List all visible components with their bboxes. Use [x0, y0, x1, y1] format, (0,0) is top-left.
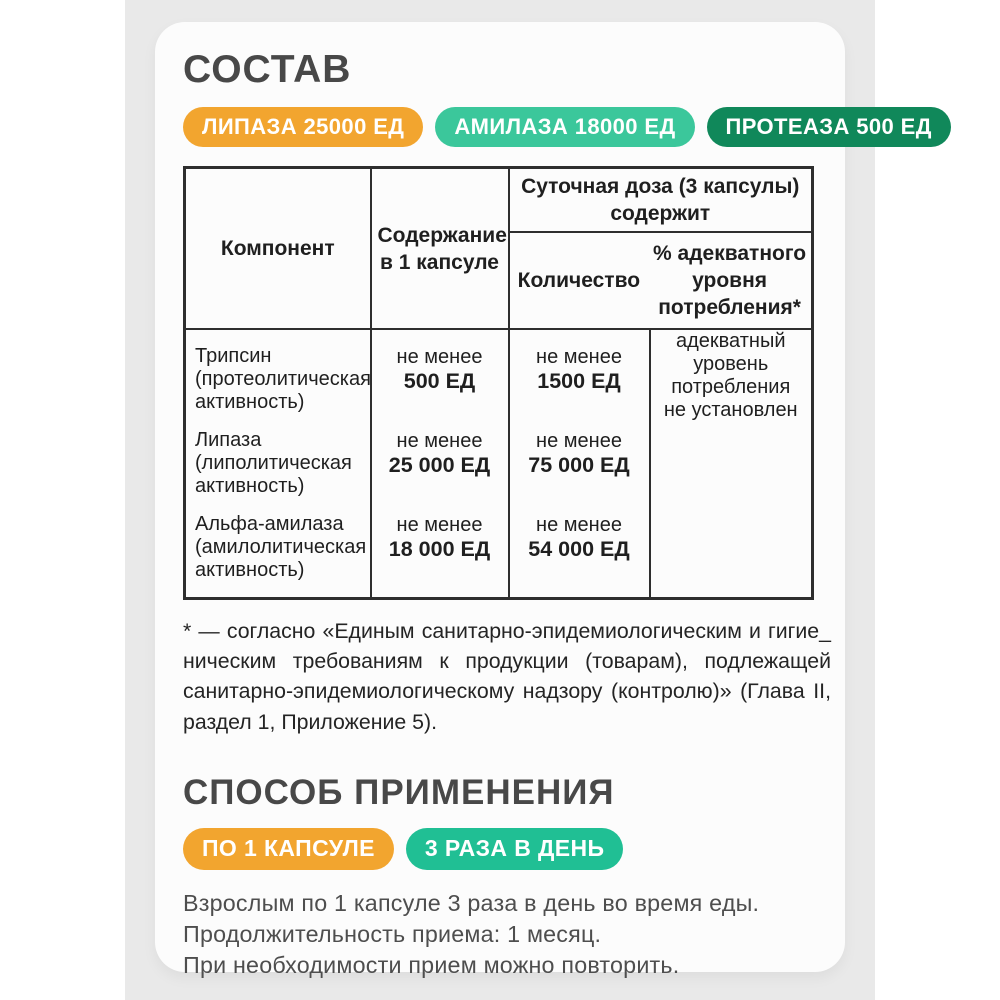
daily-dose-lipase: не менее 75 000 ЕД [528, 430, 630, 477]
footnote [183, 616, 831, 737]
usage-line: При необходимости прием можно повторить. [183, 952, 680, 979]
adequate-level-note: адекватный уровень потребления не установлен [650, 329, 813, 599]
usage-instructions [183, 888, 845, 982]
component-amylase: Альфа-амилаза (амилолитическая активность) [195, 513, 367, 581]
col-header-quantity: Количество [517, 269, 641, 292]
col-header-component: Компонент [185, 168, 371, 330]
daily-dose-amylase: не менее 54 000 ЕД [528, 514, 630, 561]
table-header-row-1 [185, 168, 813, 233]
daily-dose-values-cell [509, 329, 650, 599]
composition-title: СОСТАВ [183, 48, 352, 91]
col-header-adequate-pct: % адекватного уровня потребления* [653, 242, 807, 319]
col-header-per-capsule: Содержание в 1 капсуле [371, 168, 509, 330]
per-capsule-amylase: не менее 18 000 ЕД [388, 514, 491, 561]
per-capsule-values-cell [371, 329, 509, 599]
badge-times-per-day: 3 РАЗА В ДЕНЬ [406, 828, 624, 870]
badge-lipase: ЛИПАЗА 25000 ЕД [183, 107, 423, 147]
per-capsule-lipase: не менее 25 000 ЕД [388, 430, 491, 477]
component-trypsin: Трипсин (протеолитическая активность) [195, 345, 371, 413]
footnote-line: * — согласно «Единым санитарно-эпидемиологическим и гигие_ [183, 619, 831, 643]
composition-badges [183, 107, 932, 147]
composition-table [183, 166, 814, 600]
product-info-card [155, 22, 932, 979]
usage-badges [183, 828, 845, 870]
daily-dose-trypsin: не менее 1500 ЕД [536, 346, 622, 393]
col-header-daily-dose: Суточная доза (3 капсулы) содержит [509, 168, 813, 233]
per-capsule-trypsin: не менее 500 ЕД [396, 346, 483, 393]
footnote-line: санитарно-эпидемиологическому надзору (контролю)» (Глава II, [183, 679, 831, 704]
usage-line: Продолжительность приема: 1 месяц. [183, 921, 602, 948]
component-names-cell [185, 329, 371, 599]
badge-dose-per-intake: ПО 1 КАПСУЛЕ [183, 828, 394, 870]
usage-line: Взрослым по 1 капсуле 3 раза в день во время еды. [183, 889, 760, 916]
footnote-line: ническим требованиям к продукции (товарам), подлежащей [183, 649, 831, 674]
footnote-line: раздел 1, Приложение 5). [183, 709, 438, 734]
badge-amylase: АМИЛАЗА 18000 ЕД [435, 107, 694, 147]
usage-title: СПОСОБ ПРИМЕНЕНИЯ [183, 772, 615, 812]
component-lipase: Липаза (липолитическая активность) [195, 429, 352, 497]
col-header-daily-sub [509, 232, 813, 329]
table-body-row [185, 329, 813, 599]
badge-protease: ПРОТЕАЗА 500 ЕД [707, 107, 951, 147]
